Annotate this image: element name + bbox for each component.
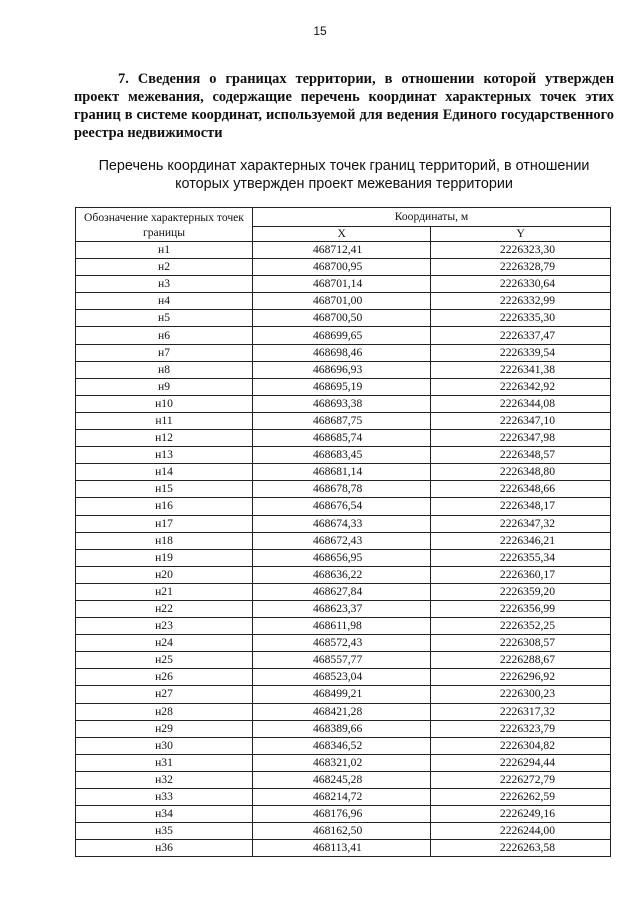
table-row bbox=[76, 737, 611, 754]
table-row bbox=[76, 327, 611, 344]
coordinates-column-header: Координаты, м bbox=[253, 208, 611, 227]
y-coordinate-cell: 2226344,08 bbox=[431, 395, 611, 412]
table-row bbox=[76, 242, 611, 259]
x-coordinate-cell: 468712,41 bbox=[253, 242, 431, 259]
page-number: 15 bbox=[313, 24, 327, 38]
table-row bbox=[76, 447, 611, 464]
y-coordinate-cell: 2226337,47 bbox=[431, 327, 611, 344]
x-coordinate-cell: 468623,37 bbox=[253, 600, 431, 617]
y-coordinate-cell: 2226304,82 bbox=[431, 737, 611, 754]
point-label-cell: н35 bbox=[76, 823, 253, 840]
x-coordinate-cell: 468499,21 bbox=[253, 686, 431, 703]
table-header bbox=[76, 208, 611, 242]
point-label-cell: н32 bbox=[76, 771, 253, 788]
x-coordinate-cell: 468214,72 bbox=[253, 789, 431, 806]
x-coordinate-cell: 468162,50 bbox=[253, 823, 431, 840]
x-coordinate-cell: 468611,98 bbox=[253, 618, 431, 635]
point-label-cell: н3 bbox=[76, 276, 253, 293]
x-coordinate-cell: 468421,28 bbox=[253, 703, 431, 720]
point-label-cell: н26 bbox=[76, 669, 253, 686]
point-label-cell: н31 bbox=[76, 754, 253, 771]
y-coordinate-cell: 2226249,16 bbox=[431, 806, 611, 823]
point-label-cell: н36 bbox=[76, 840, 253, 857]
point-label-cell: н12 bbox=[76, 430, 253, 447]
table-row bbox=[76, 549, 611, 566]
y-coordinate-cell: 2226347,32 bbox=[431, 515, 611, 532]
point-label-cell: н17 bbox=[76, 515, 253, 532]
table-row bbox=[76, 823, 611, 840]
x-coordinate-cell: 468676,54 bbox=[253, 498, 431, 515]
point-label-cell: н7 bbox=[76, 344, 253, 361]
point-label-cell: н15 bbox=[76, 481, 253, 498]
table-row bbox=[76, 840, 611, 857]
x-coordinate-cell: 468245,28 bbox=[253, 771, 431, 788]
table-row bbox=[76, 703, 611, 720]
table-row bbox=[76, 771, 611, 788]
table-row bbox=[76, 583, 611, 600]
x-coordinate-cell: 468636,22 bbox=[253, 566, 431, 583]
x-coordinate-cell: 468701,14 bbox=[253, 276, 431, 293]
table-row bbox=[76, 395, 611, 412]
point-label-cell: н10 bbox=[76, 395, 253, 412]
table-body bbox=[76, 242, 611, 857]
table-row bbox=[76, 789, 611, 806]
y-coordinate-cell: 2226341,38 bbox=[431, 361, 611, 378]
y-coordinate-cell: 2226342,92 bbox=[431, 378, 611, 395]
y-coordinate-cell: 2226262,59 bbox=[431, 789, 611, 806]
point-label-cell: н24 bbox=[76, 635, 253, 652]
x-coordinate-cell: 468674,33 bbox=[253, 515, 431, 532]
y-coordinate-cell: 2226294,44 bbox=[431, 754, 611, 771]
section-heading: 7. Сведения о границах территории, в отношении которой утвержден проект межевания, содержащие перечень координат характерных точек этих границ в системе координат, используемой для ведения Единого государственного реестра недвижимости bbox=[74, 71, 614, 141]
x-coordinate-cell: 468701,00 bbox=[253, 293, 431, 310]
table-row bbox=[76, 754, 611, 771]
point-label-cell: н8 bbox=[76, 361, 253, 378]
table-row bbox=[76, 412, 611, 429]
x-coordinate-cell: 468346,52 bbox=[253, 737, 431, 754]
y-coordinate-cell: 2226348,17 bbox=[431, 498, 611, 515]
y-coordinate-cell: 2226348,80 bbox=[431, 464, 611, 481]
x-coordinate-cell: 468113,41 bbox=[253, 840, 431, 857]
point-label-cell: н11 bbox=[76, 412, 253, 429]
table-row bbox=[76, 361, 611, 378]
table-row bbox=[76, 481, 611, 498]
header-row bbox=[76, 208, 611, 227]
coordinates-table bbox=[75, 207, 611, 857]
table-row bbox=[76, 293, 611, 310]
point-label-cell: н28 bbox=[76, 703, 253, 720]
y-column-header: Y bbox=[431, 227, 611, 242]
point-label-cell: н29 bbox=[76, 720, 253, 737]
point-label-cell: н25 bbox=[76, 652, 253, 669]
point-label-cell: н18 bbox=[76, 532, 253, 549]
y-coordinate-cell: 2226359,20 bbox=[431, 583, 611, 600]
x-coordinate-cell: 468696,93 bbox=[253, 361, 431, 378]
x-coordinate-cell: 468687,75 bbox=[253, 412, 431, 429]
point-label-cell: н22 bbox=[76, 600, 253, 617]
x-coordinate-cell: 468572,43 bbox=[253, 635, 431, 652]
x-coordinate-cell: 468523,04 bbox=[253, 669, 431, 686]
x-coordinate-cell: 468678,78 bbox=[253, 481, 431, 498]
point-label-cell: н34 bbox=[76, 806, 253, 823]
table-row bbox=[76, 618, 611, 635]
point-label-cell: н5 bbox=[76, 310, 253, 327]
x-coordinate-cell: 468700,50 bbox=[253, 310, 431, 327]
x-coordinate-cell: 468700,95 bbox=[253, 259, 431, 276]
y-coordinate-cell: 2226330,64 bbox=[431, 276, 611, 293]
point-label-cell: н21 bbox=[76, 583, 253, 600]
table-row bbox=[76, 430, 611, 447]
table-row bbox=[76, 498, 611, 515]
point-label-cell: н20 bbox=[76, 566, 253, 583]
table-row bbox=[76, 652, 611, 669]
table-row bbox=[76, 806, 611, 823]
y-coordinate-cell: 2226355,34 bbox=[431, 549, 611, 566]
y-coordinate-cell: 2226356,99 bbox=[431, 600, 611, 617]
x-coordinate-cell: 468695,19 bbox=[253, 378, 431, 395]
y-coordinate-cell: 2226347,98 bbox=[431, 430, 611, 447]
table-caption: Перечень координат характерных точек границ территорий, в отношении которых утвержден проект межевания территории bbox=[98, 158, 590, 192]
table-row bbox=[76, 720, 611, 737]
table-row bbox=[76, 276, 611, 293]
table-row bbox=[76, 464, 611, 481]
table-row bbox=[76, 686, 611, 703]
table-row bbox=[76, 259, 611, 276]
y-coordinate-cell: 2226288,67 bbox=[431, 652, 611, 669]
y-coordinate-cell: 2226352,25 bbox=[431, 618, 611, 635]
x-coordinate-cell: 468681,14 bbox=[253, 464, 431, 481]
point-column-header: Обозначение характерных точек границы bbox=[76, 208, 253, 242]
x-coordinate-cell: 468557,77 bbox=[253, 652, 431, 669]
x-coordinate-cell: 468685,74 bbox=[253, 430, 431, 447]
y-coordinate-cell: 2226296,92 bbox=[431, 669, 611, 686]
point-label-cell: н33 bbox=[76, 789, 253, 806]
y-coordinate-cell: 2226323,79 bbox=[431, 720, 611, 737]
table-row bbox=[76, 378, 611, 395]
point-label-cell: н6 bbox=[76, 327, 253, 344]
x-coordinate-cell: 468699,65 bbox=[253, 327, 431, 344]
y-coordinate-cell: 2226360,17 bbox=[431, 566, 611, 583]
table-row bbox=[76, 532, 611, 549]
x-coordinate-cell: 468321,02 bbox=[253, 754, 431, 771]
y-coordinate-cell: 2226272,79 bbox=[431, 771, 611, 788]
y-coordinate-cell: 2226339,54 bbox=[431, 344, 611, 361]
y-coordinate-cell: 2226335,30 bbox=[431, 310, 611, 327]
point-label-cell: н19 bbox=[76, 549, 253, 566]
table-row bbox=[76, 344, 611, 361]
table-row bbox=[76, 310, 611, 327]
y-coordinate-cell: 2226308,57 bbox=[431, 635, 611, 652]
point-label-cell: н4 bbox=[76, 293, 253, 310]
y-coordinate-cell: 2226348,57 bbox=[431, 447, 611, 464]
x-coordinate-cell: 468656,95 bbox=[253, 549, 431, 566]
point-label-cell: н13 bbox=[76, 447, 253, 464]
y-coordinate-cell: 2226328,79 bbox=[431, 259, 611, 276]
table-row bbox=[76, 635, 611, 652]
x-coordinate-cell: 468627,84 bbox=[253, 583, 431, 600]
table-row bbox=[76, 600, 611, 617]
y-coordinate-cell: 2226317,32 bbox=[431, 703, 611, 720]
y-coordinate-cell: 2226332,99 bbox=[431, 293, 611, 310]
table-row bbox=[76, 515, 611, 532]
point-label-cell: н23 bbox=[76, 618, 253, 635]
point-label-cell: н9 bbox=[76, 378, 253, 395]
point-label-cell: н30 bbox=[76, 737, 253, 754]
x-coordinate-cell: 468672,43 bbox=[253, 532, 431, 549]
y-coordinate-cell: 2226323,30 bbox=[431, 242, 611, 259]
y-coordinate-cell: 2226346,21 bbox=[431, 532, 611, 549]
x-coordinate-cell: 468683,45 bbox=[253, 447, 431, 464]
y-coordinate-cell: 2226348,66 bbox=[431, 481, 611, 498]
y-coordinate-cell: 2226263,58 bbox=[431, 840, 611, 857]
x-coordinate-cell: 468693,38 bbox=[253, 395, 431, 412]
y-coordinate-cell: 2226244,00 bbox=[431, 823, 611, 840]
point-label-cell: н2 bbox=[76, 259, 253, 276]
point-label-cell: н27 bbox=[76, 686, 253, 703]
point-label-cell: н1 bbox=[76, 242, 253, 259]
x-coordinate-cell: 468176,96 bbox=[253, 806, 431, 823]
x-coordinate-cell: 468389,66 bbox=[253, 720, 431, 737]
y-coordinate-cell: 2226300,23 bbox=[431, 686, 611, 703]
y-coordinate-cell: 2226347,10 bbox=[431, 412, 611, 429]
x-coordinate-cell: 468698,46 bbox=[253, 344, 431, 361]
x-column-header: X bbox=[253, 227, 431, 242]
table-row bbox=[76, 566, 611, 583]
table-row bbox=[76, 669, 611, 686]
point-label-cell: н14 bbox=[76, 464, 253, 481]
point-label-cell: н16 bbox=[76, 498, 253, 515]
